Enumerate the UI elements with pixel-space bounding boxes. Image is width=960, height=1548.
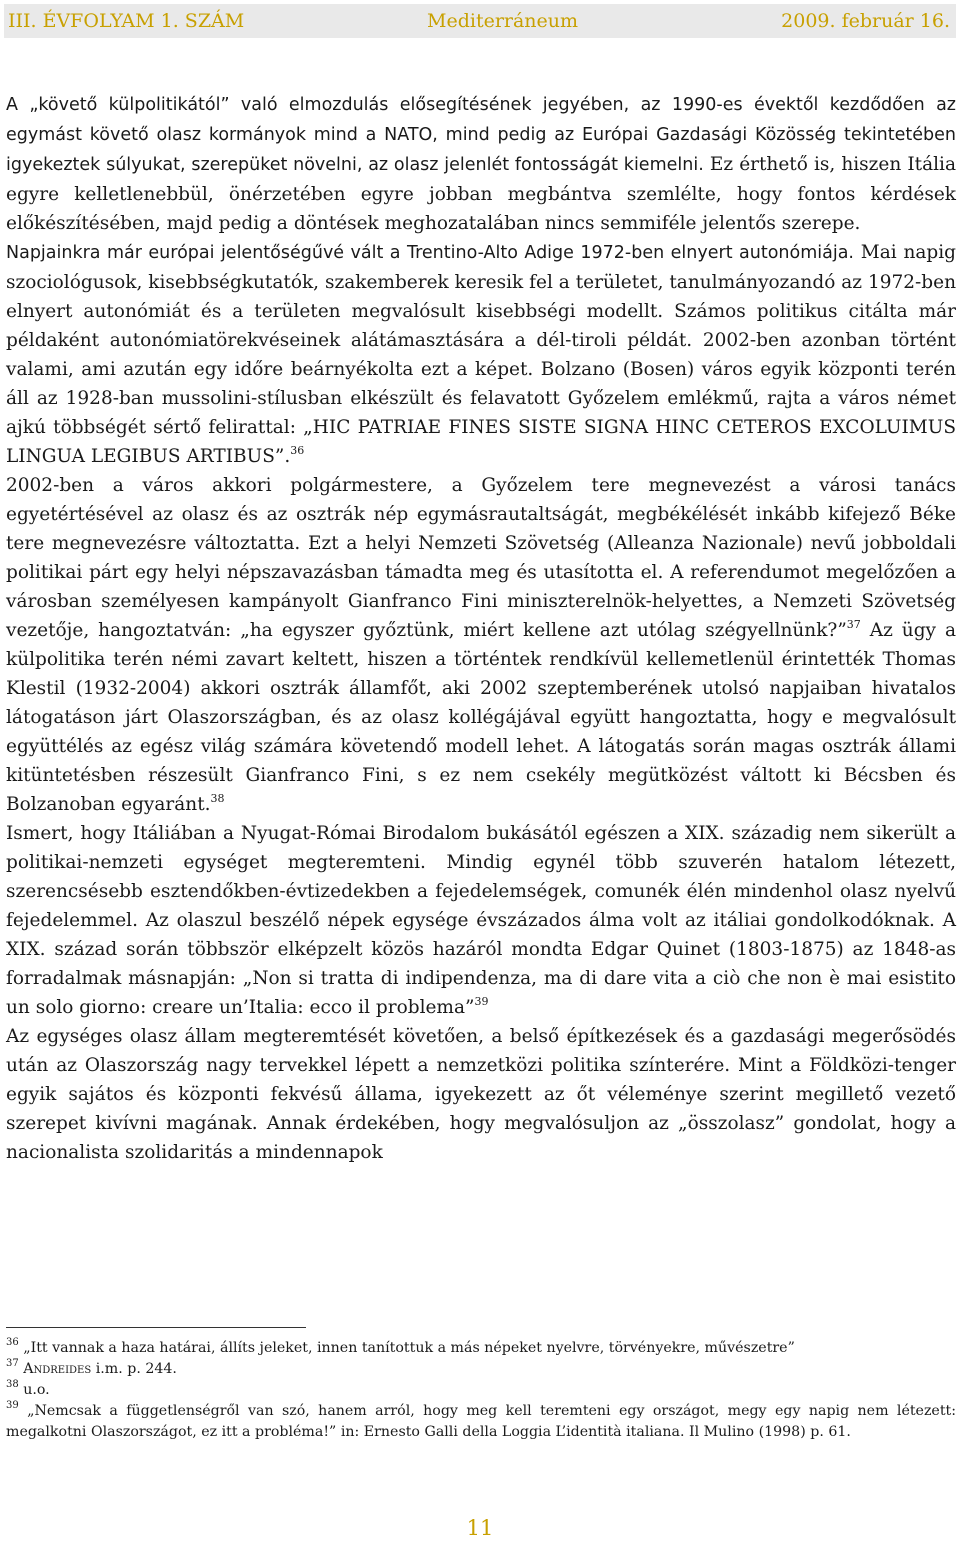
footnote-text-37: i.m. p. 244. — [91, 1361, 177, 1377]
paragraph-4 — [6, 819, 956, 1022]
footnote-37 — [6, 1359, 956, 1380]
paragraph-1-lead: A „követő külpolitikától” való elmozdulás elősegítésének jegyében, az 1990-es évektől kezdődően az egymást követő olasz kormányok mind a NATO, mind pedig az Európai Gazdasági Közösség tekintetében igyekeztek súlyukat, szerepüket növelni, az olasz jelenlét fontosságát kiemelni. — [6, 95, 956, 175]
footnotes — [6, 1338, 956, 1443]
paragraph-1-rest: Ez érthető is, hiszen Itália egyre kelletlenebbül, önérzetében egyre jobban megbántva szemlélte, hogy fontos kérdések előkészítésében, majd pedig a döntések meghozatalában nincs semmiféle jelentős szerepe. — [6, 154, 956, 234]
footnote-ref-36[interactable]: 36 — [290, 443, 305, 457]
article-body — [6, 90, 956, 1167]
header-date: 2009. február 16. — [781, 10, 950, 32]
paragraph-2-rest: Mai napig szociológusok, kisebbségkutatók, szakemberek keresik fel a területet, tanulmányozandó az 1972-ben elnyert autonómiát és a területen megvalósult kisebbségi modellt. Számos politikus citálta már példaként autonómiatörekvéseinek alátámasztására a dél-tiroli példát. 2002-ben azonban történt valami, ami azután egy időre beárnyékolta ezt a képet. Bolzano (Bosen) város egyik központi terén áll az 1928-ban mussolini-stílusban elkészült és felavatott Győzelem emlékmű, rajta a város német ajkú többségét sértő felirattal: „HIC PATRIAE FINES SISTE SIGNA HINC CETEROS EXCOLUIMUS LINGUA LEGIBUS ARTIBUS”. — [6, 242, 956, 467]
running-header — [4, 4, 956, 38]
footnote-divider — [6, 1327, 306, 1328]
footnote-author-37: Andreides — [18, 1361, 92, 1377]
header-journal-title: Mediterráneum — [427, 10, 579, 32]
footnote-text-36: „Itt vannak a haza határai, állíts jeleket, innen tanítottuk a más népeket nyelvre, törvényekre, művészetre” — [18, 1340, 795, 1356]
paragraph-5 — [6, 1022, 956, 1167]
footnote-ref-38[interactable]: 38 — [210, 791, 225, 805]
header-volume: III. ÉVFOLYAM 1. SZÁM — [8, 10, 245, 32]
paragraph-3-rest: Az ügy a külpolitika terén némi zavart keltett, hiszen a történtek rendkívül kellemetlenül érintették Thomas Klestil (1932-2004) akkori osztrák államfőt, aki 2002 szeptemberének utolsó napjaiban hivatalos látogatáson járt Olaszországban, és az olasz kollégájával együtt hangoztatta, hogy e megvalósult együttélés az egész világ számára követendő modell lehet. A látogatás során magas osztrák állami kitüntetésben részesült Gianfranco Fini, s ez nem csekély megütközést váltott ki Bécsben és Bolzanoban egyaránt. — [6, 620, 956, 815]
paragraph-1 — [6, 90, 956, 238]
footnote-number-37: 37 — [6, 1358, 19, 1370]
footnote-number-38: 38 — [6, 1379, 19, 1391]
footnote-number-36: 36 — [6, 1337, 19, 1349]
footnote-number-39: 39 — [6, 1400, 19, 1412]
footnote-ref-39[interactable]: 39 — [474, 994, 489, 1008]
paragraph-3-lead: 2002-ben a város akkori polgármestere, a Győzelem tere megnevezést a városi tanács egyetértésével az olasz és az osztrák nép egymásrautaltságát, megbékélését inkább kifejező Béke tere megnevezésre változtatta. Ezt a helyi Nemzeti Szövetség (Alleanza Nazionale) nevű jobboldali politikai párt egy helyi népszavazásban támadta meg és utasította el. A referendumot megelőzően a városban személyesen kampányolt Gianfranco Fini miniszterelnök-helyettes, a Nemzeti Szövetség vezetője, hangoztatván: „ha egyszer győztünk, miért kellene azt utólag szégyellnünk?” — [6, 475, 956, 641]
page-number: 11 — [466, 1516, 494, 1540]
footnote-text-38: u.o. — [18, 1382, 50, 1398]
paragraph-4-text: Ismert, hogy Itáliában a Nyugat-Római Birodalom bukásától egészen a XIX. századig nem sikerült a politikai-nemzeti egységet megteremteni. Mindig egynél több szuverén hatalom létezett, szerencsésebb esztendőkben-évtizedekben a fejedelemségek, comunék élén mindenhol olasz nyelvű fejedelemmel. Az olaszul beszélő népek egysége évszázados álma volt az itáliai gondolkodóknak. A XIX. század során többször elképzelt közös hazáról mondta Edgar Quinet (1803-1875) az 1848-as forradalmak másnapján: „Non si tratta di indipendenza, ma di dare vita a ciò che non è mai esistito un solo giorno: creare un’Italia: ecco il problema” — [6, 823, 956, 1018]
paragraph-2-lead: Napjainkra már európai jelentőségűvé vált a Trentino-Alto Adige 1972-ben elnyert autonómiája. — [6, 243, 854, 263]
footnote-39 — [6, 1401, 956, 1443]
footnote-ref-37[interactable]: 37 — [846, 617, 861, 631]
footnote-38 — [6, 1380, 956, 1401]
footnote-text-39: „Nemcsak a függetlenségről van szó, hanem arról, hogy meg kell teremteni egy országot, megy egy napig nem létezett: megalkotni Olaszországot, ez itt a probléma!” in: Ernesto Galli della Loggia L’identità italiana. Il Mulino (1998) p. 61. — [6, 1403, 956, 1440]
paragraph-5-text: Az egységes olasz állam megteremtését követően, a belső építkezések és a gazdasági megerősödés után az Olaszország nagy tervekkel lépett a nemzetközi politika színterére. Mint a Földközi-tenger egyik sajátos és központi fekvésű állama, igyekezett az őt véleménye szerint megillető vezető szerepet kivívni magának. Annak érdekében, hogy megvalósuljon az „összolasz” gondolat, hogy a nacionalista szolidaritás a mindennapok — [6, 1026, 956, 1163]
footnote-36 — [6, 1338, 956, 1359]
paragraph-3 — [6, 471, 956, 819]
paragraph-2 — [6, 238, 956, 471]
